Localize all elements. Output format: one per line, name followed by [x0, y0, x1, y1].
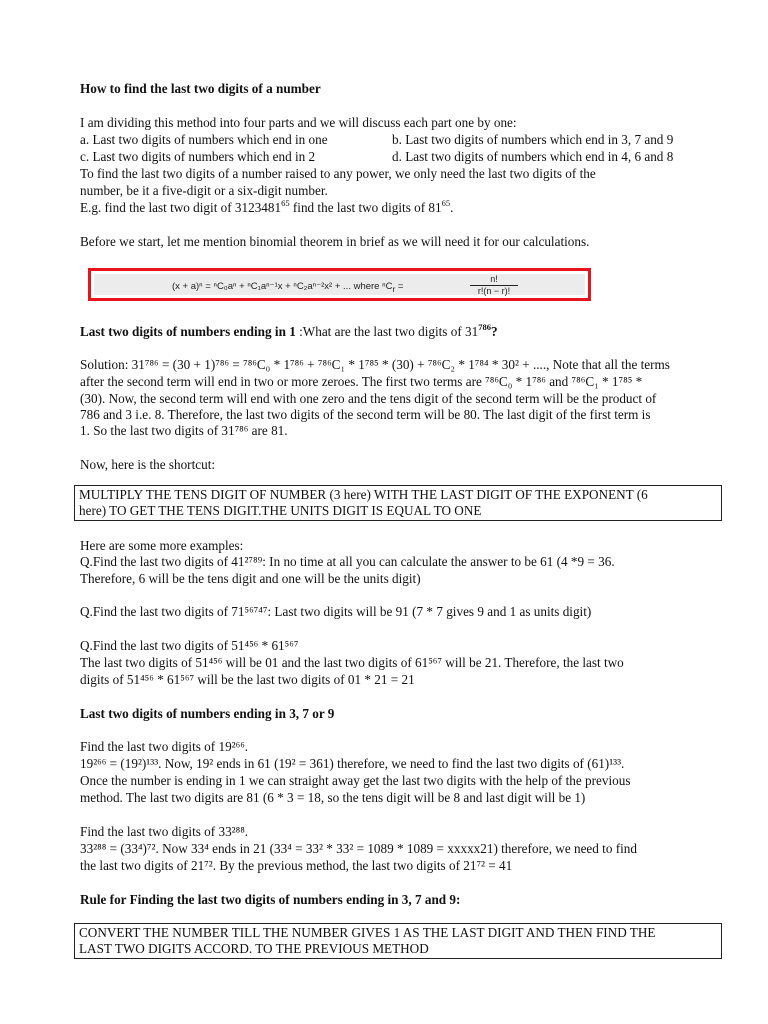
shortcut-intro: Now, here is the shortcut: — [80, 457, 216, 472]
example-text-1: E.g. find the last two digit of 3123481 — [80, 200, 282, 215]
formula-sub: r — [392, 283, 396, 294]
formula-numerator: n! — [470, 274, 518, 286]
intro-paragraph-2b: number, be it a five-digit or a six-digit number. — [80, 183, 328, 198]
example-3-line-1: Q.Find the last two digits of 51⁴⁵⁶ * 61⁵⁶⁷ — [80, 638, 299, 653]
example-3-line-2: The last two digits of 51⁴⁵⁶ will be 01 and the last two digits of 61⁵⁶⁷ will be 21. Therefore, the last two — [80, 655, 624, 670]
example-line — [80, 199, 453, 216]
rule-box-line-1: CONVERT THE NUMBER TILL THE NUMBER GIVES 1 AS THE LAST DIGIT AND THEN FIND THE — [79, 925, 656, 940]
example-3-line-3: digits of 51⁴⁵⁶ * 61⁵⁶⁷ will be the last two digits of 01 * 21 = 21 — [80, 672, 415, 687]
intro-paragraph: I am dividing this method into four parts and we will discuss each part one by one: — [80, 115, 517, 130]
part-d: d. Last two digits of numbers which end in 4, 6 and 8 — [392, 149, 674, 164]
formula-denominator: r!(n − r)! — [477, 286, 511, 296]
part-c: c. Last two digits of numbers which end in 2 — [80, 149, 316, 164]
example-1-line-1: Q.Find the last two digits of 41²⁷⁸⁹: In no time at all you can calculate the answer to be 61 (4 *9 = 36. — [80, 554, 615, 569]
rule-box — [74, 923, 722, 959]
example-exp-1: 65 — [281, 197, 290, 208]
shortcut-rule-line-2: here) TO GET THE TENS DIGIT.THE UNITS DIGIT IS EQUAL TO ONE — [79, 503, 482, 518]
rule-box-line-2: LAST TWO DIGITS ACCORD. TO THE PREVIOUS METHOD — [79, 941, 429, 956]
formula-lhs: (x + a)ⁿ = ⁿC₀aⁿ + ⁿC₁aⁿ⁻¹x + ⁿC₂aⁿ⁻²x² + ... where ⁿC — [172, 281, 393, 292]
intro-paragraph-2a: To find the last two digits of a number raised to any power, we only need the last two digits of the — [80, 166, 596, 181]
solution-line-4: 786 and 3 i.e. 8. Therefore, the last two digits of the second term will be 80. The last digit of the first term is — [80, 407, 651, 422]
solution-line-2: after the second term will end in two or more zeroes. The first two terms are ⁷⁸⁶C₀ * 1⁷⁸⁶ and ⁷⁸⁶C₁ * 1⁷⁸⁵ * — [80, 374, 643, 389]
solution-line-5: 1. So the last two digits of 31⁷⁸⁶ are 81. — [80, 423, 288, 438]
part-b: b. Last two digits of numbers which end in 3, 7 and 9 — [392, 132, 674, 147]
rule-heading: Rule for Finding the last two digits of numbers ending in 3, 7 and 9: — [80, 892, 461, 907]
example-19-line-3: Once the number is ending in 1 we can straight away get the last two digits with the help of the previous — [80, 773, 631, 788]
example-exp-2: 65 — [441, 197, 451, 208]
part-a: a. Last two digits of numbers which end in one — [80, 132, 328, 147]
page-title: How to find the last two digits of a number — [80, 81, 321, 96]
example-text-3: . — [450, 200, 454, 215]
example-1-line-2: Therefore, 6 will be the tens digit and one will be the units digit) — [80, 571, 421, 586]
binomial-intro: Before we start, let me mention binomial theorem in brief as we will need it for our calculations. — [80, 234, 590, 249]
example-33-line-2: 33²⁸⁸ = (33⁴)⁷². Now 33⁴ ends in 21 (33⁴ = 33² * 33² = 1089 * 1089 = xxxxx21) therefore, we need to find — [80, 841, 637, 856]
example-19-line-1: Find the last two digits of 19²⁶⁶. — [80, 739, 249, 754]
example-2: Q.Find the last two digits of 71⁵⁶⁷⁴⁷: Last two digits will be 91 (7 * 7 gives 9 and 1 as units digit) — [80, 604, 592, 619]
example-19-line-2: 19²⁶⁶ = (19²)¹³³. Now, 19² ends in 61 (19² = 361) therefore, we need to find the last two digits of (61)¹³³. — [80, 756, 625, 771]
shortcut-rule-line-1: MULTIPLY THE TENS DIGIT OF NUMBER (3 here) WITH THE LAST DIGIT OF THE EXPONENT (6 — [79, 487, 648, 502]
shortcut-rule-box — [74, 485, 722, 521]
formula-fraction — [470, 274, 518, 297]
solution-line-3: (30). Now, the second term will end with one zero and the tens digit of the second term will be the product of — [80, 391, 657, 406]
section2-heading: Last two digits of numbers ending in 3, 7 or 9 — [80, 706, 335, 721]
formula-eq: = — [395, 281, 404, 292]
solution-line-1: Solution: 31⁷⁸⁶ = (30 + 1)⁷⁸⁶ = ⁷⁸⁶C₀ * 1⁷⁸⁶ + ⁷⁸⁶C₁ * 1⁷⁸⁵ * (30) + ⁷⁸⁶C₂ * 1⁷⁸⁴ * 30² + ...., Note that all the terms — [80, 357, 670, 372]
examples-intro: Here are some more examples: — [80, 538, 244, 553]
formula-image — [94, 274, 585, 295]
section1-heading: Last two digits of numbers ending in 1 :What are the last two digits of $31^{786}$? — [80, 321, 498, 339]
example-33-line-1: Find the last two digits of 33²⁸⁸. — [80, 824, 249, 839]
example-text-2: find the last two digits of 81 — [289, 200, 442, 215]
example-19-line-4: method. The last two digits are 81 (6 * 3 = 18, so the tens digit will be 8 and last digit will be 1) — [80, 790, 586, 805]
binomial-formula-box — [88, 268, 591, 301]
example-33-line-3: the last two digits of 21⁷². By the previous method, the last two digits of 21⁷² = 41 — [80, 858, 513, 873]
